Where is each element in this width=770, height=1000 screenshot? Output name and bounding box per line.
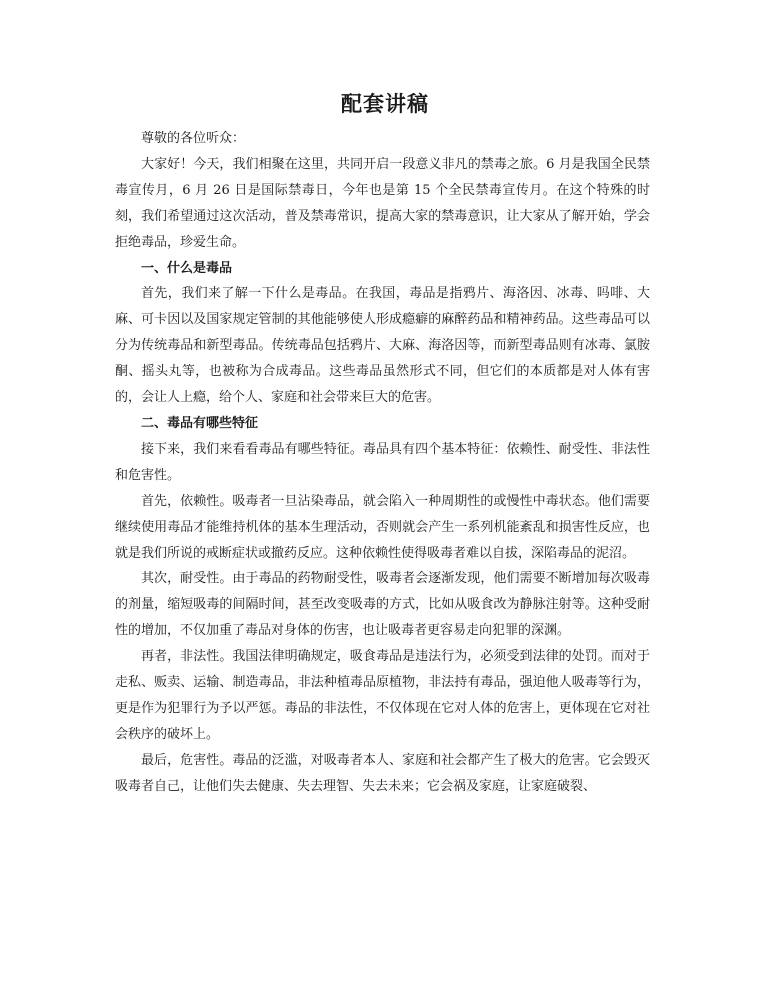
- section-heading-what-is-drug: 一、什么是毒品: [141, 260, 233, 276]
- intro-paragraph: 大家好！今天，我们相聚在这里，共同开启一段意义非凡的禁毒之旅。6 月是我国全民禁毒宣传月，6 月 26 日是国际禁毒日，今年也是第 15 个全民禁毒宣传月。在这个特殊的时刻，我们希望通过这次活动，普及禁毒常识，提高大家的禁毒意识，让大家从了解开始，学会拒绝毒品，珍爱生命。: [115, 156, 650, 250]
- paragraph-tolerance: 其次，耐受性。由于毒品的药物耐受性，吸毒者会逐渐发现，他们需要不断增加每次吸毒的剂量，缩短吸毒的间隔时间，甚至改变吸毒的方式，比如从吸食改为静脉注射等。这种受耐性的增加，不仅加重了毒品对身体的伤害，也让吸毒者更容易走向犯罪的深渊。: [115, 571, 650, 639]
- paragraph-illegality: 再者，非法性。我国法律明确规定，吸食毒品是违法行为，必须受到法律的处罚。而对于走私、贩卖、运输、制造毒品，非法种植毒品原植物，非法持有毒品，强迫他人吸毒等行为，更是作为犯罪行为予以严惩。毒品的非法性，不仅体现在它对人体的危害上，更体现在它对社会秩序的破坏上。: [115, 649, 650, 742]
- salutation: 尊敬的各位听众：: [141, 131, 246, 146]
- section-heading-drug-features: 二、毒品有哪些特征: [141, 415, 259, 431]
- page-title: 配套讲稿: [341, 91, 429, 116]
- document-body: [115, 126, 650, 800]
- paragraph-features-overview: 接下来，我们来看看毒品有哪些特征。毒品具有四个基本特征：依赖性、耐受性、非法性和危害性。: [115, 441, 650, 483]
- paragraph-harmfulness: 最后，危害性。毒品的泛滥，对吸毒者本人、家庭和社会都产生了极大的危害。它会毁灭吸毒者自己，让他们失去健康、失去理智、失去未来；它会祸及家庭，让家庭破裂、: [115, 752, 650, 794]
- paragraph-dependence: 首先，依赖性。吸毒者一旦沾染毒品，就会陷入一种周期性的或慢性中毒状态。他们需要继续使用毒品才能维持机体的基本生理活动，否则就会产生一系列机能紊乱和损害性反应，也就是我们所说的戒断症状或撤药反应。这种依赖性使得吸毒者难以自拔，深陷毒品的泥沼。: [115, 493, 650, 561]
- paragraph-drug-definition: 首先，我们来了解一下什么是毒品。在我国，毒品是指鸦片、海洛因、冰毒、吗啡、大麻、可卡因以及国家规定管制的其他能够使人形成瘾癖的麻醉药品和精神药品。这些毒品可以分为传统毒品和新型毒品。传统毒品包括鸦片、大麻、海洛因等，而新型毒品则有冰毒、氯胺酮、摇头丸等，也被称为合成毒品。这些毒品虽然形式不同，但它们的本质都是对人体有害的，会让人上瘾，给个人、家庭和社会带来巨大的危害。: [115, 286, 650, 406]
